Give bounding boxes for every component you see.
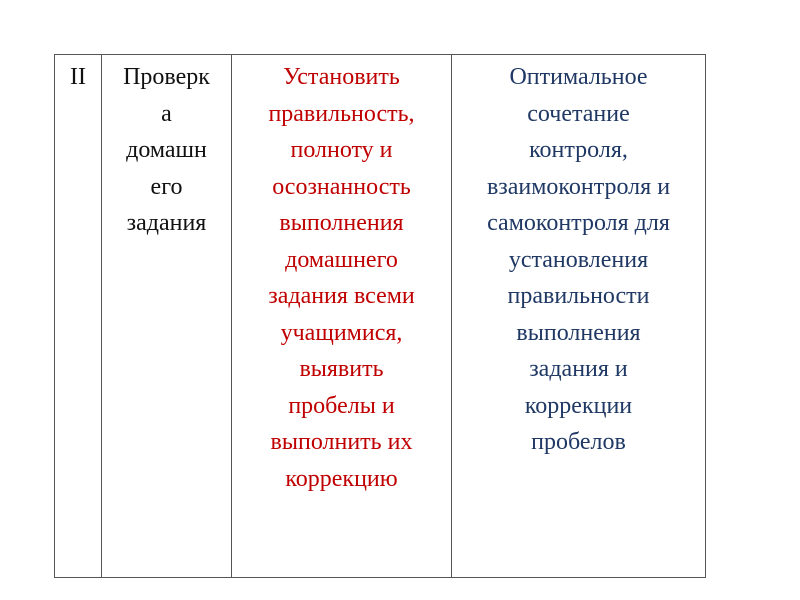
table-row bbox=[55, 55, 706, 578]
stage-method-line: сочетание bbox=[527, 100, 630, 127]
stage-goal-line: Установить bbox=[283, 64, 400, 90]
stage-goal-line: правильность, bbox=[268, 100, 415, 127]
stage-method-line: задания и bbox=[529, 356, 628, 382]
stage-method-cell bbox=[452, 55, 706, 578]
stage-name-line: задания bbox=[126, 210, 207, 236]
stage-method-line: пробелов bbox=[531, 429, 626, 455]
stage-goal-line: полноту и bbox=[290, 137, 393, 163]
stage-goal-line: домашнего bbox=[285, 246, 398, 273]
stage-goal-line: выявить bbox=[299, 356, 384, 382]
stage-method-line: выполнения bbox=[516, 319, 641, 346]
stage-name-line: а bbox=[161, 100, 172, 127]
stage-goal-line: выполнения bbox=[279, 210, 404, 236]
stage-name-cell bbox=[102, 55, 232, 578]
stage-method-line: самоконтроля для bbox=[487, 210, 670, 236]
stage-goal-line: осознанность bbox=[272, 173, 411, 200]
stage-name-line: Проверк bbox=[123, 64, 210, 90]
stage-name bbox=[102, 55, 231, 242]
stage-goal-line: пробелы и bbox=[288, 392, 395, 419]
stage-number: II bbox=[70, 64, 86, 90]
stage-method bbox=[452, 55, 705, 461]
stage-goal-line: задания всеми bbox=[268, 283, 415, 309]
stage-name-line: домашн bbox=[126, 137, 207, 163]
stage-method-line: Оптимальное bbox=[509, 64, 648, 90]
stage-goal-line: выполнить их bbox=[270, 429, 413, 455]
stage-method-line: коррекции bbox=[524, 392, 633, 419]
stage-goal-line: коррекцию bbox=[285, 465, 398, 492]
stage-goal-cell bbox=[232, 55, 452, 578]
stage-method-line: взаимоконтроля и bbox=[486, 173, 671, 200]
stage-goal bbox=[232, 55, 451, 497]
stage-name-line: его bbox=[150, 173, 183, 200]
stage-goal-line: учащимися, bbox=[280, 319, 403, 346]
stage-method-line: установления bbox=[508, 246, 649, 273]
stage-method-line: контроля, bbox=[529, 137, 628, 163]
stage-method-line: правильности bbox=[507, 283, 650, 309]
lesson-plan-table bbox=[54, 54, 706, 578]
stage-number-cell bbox=[55, 55, 102, 578]
